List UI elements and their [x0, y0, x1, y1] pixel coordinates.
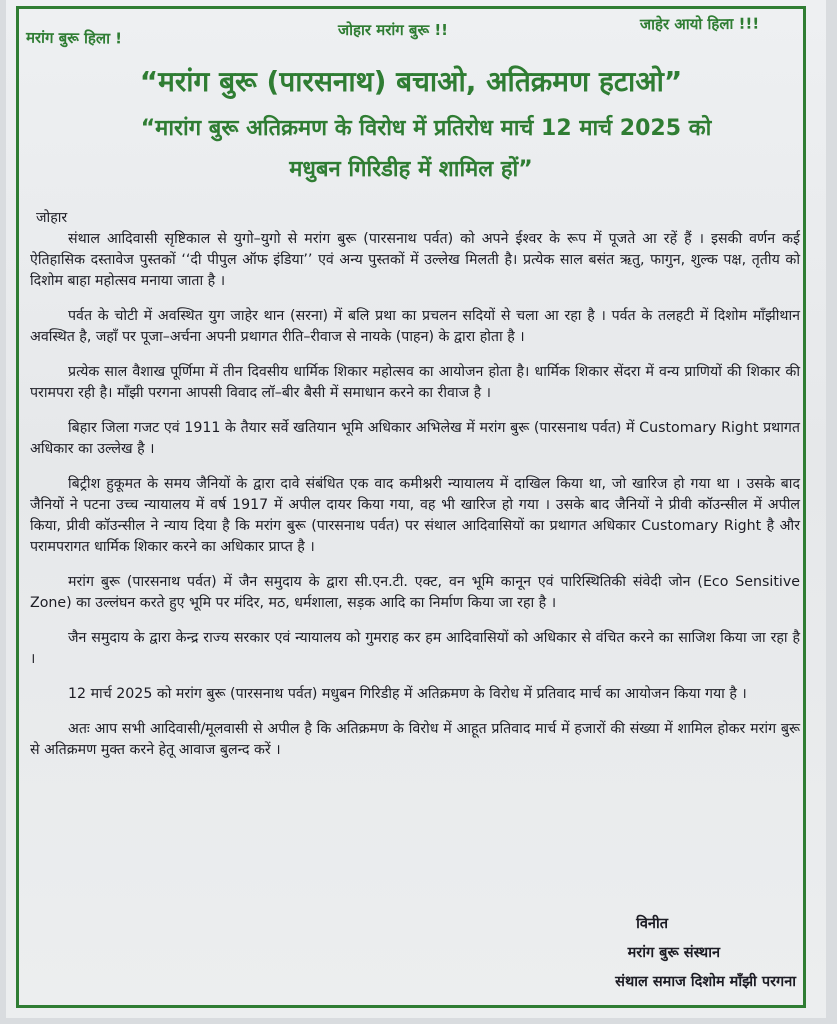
main-heading: “मरांग बुरू (पारसनाथ) बचाओ, अतिक्रमण हटाओ” [139, 65, 683, 98]
paragraph-violations: मरांग बुरू (पारसनाथ पर्वत) में जैन समुदाय के द्वारा सी.एन.टी. एक्ट, वन भूमि कानून एवं पारिस्थितिकी संवेदी जोन (Eco Sensitive Zone) का उल्लंघन करते हुए भूमि पर मंदिर, मठ, धर्मशाला, सड़क आदि का निर्माण किया जा रहा है । [30, 574, 800, 611]
paragraph-court-history: बिट्रीश हुकूमत के समय जैनियों के द्वारा दावे संबंधित एक वाद कमीश्नरी न्यायालय में दाखिल किया था, जो खारिज हो गया था । उसके बाद जैनियों ने पटना उच्च न्यायालय में वर्ष 1917 में अपील दायर किया गया, वह भी खारिज हो गया । उसके बाद जैनियों ने प्रीवी कॉउन्सील में अपील किया, प्रीवी कॉउन्सील ने न्याय दिया है कि मरांग बुरू (पारसनाथ पर्वत) पर संथाल आदिवासियों का प्रथागत अधिकार Customary Right है और परामपरागत धार्मिक शिकार करने का अधिकार प्राप्त है । [30, 476, 800, 555]
paragraph-conspiracy: जैन समुदाय के द्वारा केन्द्र राज्य सरकार एवं न्यायालय को गुमराह कर हम आदिवासियों को अधिकार से वंचित करने का साजिश किया जा रहा है । [30, 630, 800, 667]
signature-org-1: मरांग बुरू संस्थान [627, 945, 720, 961]
paragraph-march-date: 12 मार्च 2025 को मरांग बुरू (पारसनाथ पर्वत) मधुबन गिरिडीह में अतिक्रमण के विरोध में प्रतिवाद मार्च का आयोजन किया गया है । [68, 686, 747, 702]
signature-block [615, 910, 796, 997]
slogan-center: जोहार मरांग बुरू !! [338, 21, 449, 39]
signature-org-2: संथाल समाज दिशोम माँझी परगना [615, 974, 796, 990]
sub-heading-line-2: मधुबन गिरिडीह में शामिल हों” [289, 157, 533, 182]
paragraph-hunting-festival: प्रत्येक साल वैशाख पूर्णिमा में तीन दिवसीय धार्मिक शिकार महोत्सव का आयोजन होता है। धार्मिक शिकार सेंदरा में वन्य प्राणियों की शिकार की परामपरा रही है। माँझी परगना आपसी विवाद लॉ–बीर बैसी में समाधान करने का रीवाज है । [30, 364, 800, 401]
paragraph-appeal: अतः आप सभी आदिवासी/मूलवासी से अपील है कि अतिक्रमण के विरोध में आहूत प्रतिवाद मार्च में हजारों की संख्या में शामिल होकर मरांग बुरू से अतिक्रमण मुक्त करने हेतू आवाज बुलन्द करें । [30, 721, 800, 758]
salutation: जोहार [36, 210, 68, 226]
letter-body [30, 208, 800, 775]
leaflet-page [6, 0, 826, 1018]
signature-closing: विनीत [636, 916, 668, 932]
slogan-right: जाहेर आयो हिला !!! [639, 14, 760, 34]
paragraph-sacred-grove: पर्वत के चोटी में अवस्थित युग जाहेर थान (सरना) में बलि प्रथा का प्रचलन सदियों से चला आ रहा है । पर्वत के तलहटी में दिशोम माँझीथान अवस्थित है, जहाँ पर पूजा–अर्चना अपनी प्रथागत रीति–रीवाज से नायके (पाहन) के द्वारा होता है । [30, 308, 800, 345]
slogan-left: मरांग बुरू हिला ! [25, 28, 123, 48]
paragraph-history: संथाल आदिवासी सृष्टिकाल से युगो–युगो से मरांग बुरू (पारसनाथ पर्वत) को अपने ईश्वर के रूप में पूजते आ रहें हैं । इसकी वर्णन कई ऐतिहासिक दस्तावेज पुस्तकों ‘‘दी पीपुल ऑफ इंडिया’’ एवं अन्य पुस्तकों में उल्लेख मिलती है। प्रत्येक साल बसंत ऋतु, फागुन, शुल्क पक्ष, तृतीय को दिशोम बाहा महोत्सव मनाया जाता है । [30, 231, 800, 289]
paragraph-land-records: बिहार जिला गजट एवं 1911 के तैयार सर्वे खतियान भूमि अधिकार अभिलेख में मरांग बुरू (पारसनाथ पर्वत) में Customary Right प्रथागत अधिकार का उल्लेख है । [30, 420, 800, 457]
sub-heading-line-1: “मारांग बुरू अतिक्रमण के विरोध में प्रतिरोध मार्च 12 मार्च 2025 को [140, 116, 712, 141]
